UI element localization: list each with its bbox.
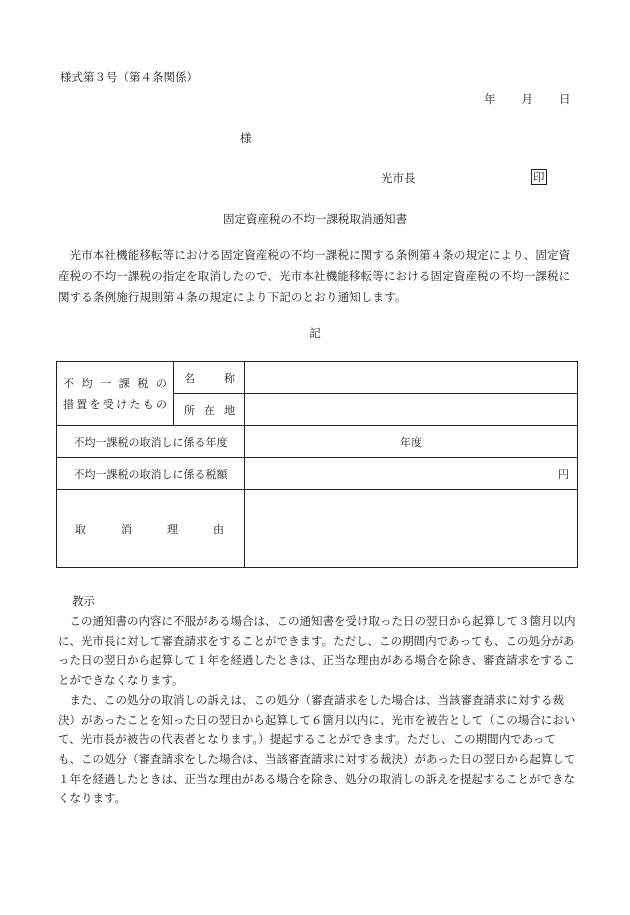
issuer: 光市長 <box>381 171 416 185</box>
reason-value-cell <box>245 490 578 568</box>
table-row <box>57 458 578 490</box>
recipient-group-label <box>57 362 174 426</box>
reason-label-cell <box>57 490 245 568</box>
notice-paragraph-2: また、この処分の取消しの訴えは、この処分（審査請求をした場合は、当該審査請求に対する裁決）があったことを知った日の翌日から起算して６箇月以内に、光市を被告として（この場合において、光市長が被告の代表者となります。）提起することができます。ただし、この期間内であっても、この処分（審査請求をした場合は、当該審査請求に対する裁決）があった日の翌日から起算して１年を経過したときは、正当な理由がある場合を除き、処分の取消しの訴えを提起することができなくなります。 <box>58 692 576 806</box>
page-title: 固定資産税の不均一課税取消通知書 <box>223 212 407 226</box>
amount-value: 円 <box>245 458 578 490</box>
reason-label <box>57 521 244 537</box>
label-char: 取 <box>75 522 86 536</box>
label-char: 消 <box>121 522 132 536</box>
date-year: 年 <box>484 92 496 106</box>
label-char: 均 <box>81 376 93 390</box>
intro-text: 光市本社機能移転等における固定資産税の不均一課税に関する条例第４条の規定により、固定資産税の不均一課税の指定を取消したので、光市本社機能移転等における固定資産税の不均一課税に関する条例施行規則第４条の規定により下記のとおり通知します。 <box>58 248 571 304</box>
label-char: け <box>116 397 128 411</box>
notice-heading: 教示 <box>72 594 95 608</box>
label-char: 称 <box>224 371 235 385</box>
seal-mark <box>531 169 547 185</box>
seal-label: 印 <box>533 170 545 184</box>
form-number: 様式第３号（第４条関係） <box>60 70 198 84</box>
detail-table <box>56 361 578 568</box>
label-char: 置 <box>76 397 88 411</box>
label-char: 税 <box>137 376 149 390</box>
label-char: 不 <box>63 376 74 390</box>
date-line <box>484 91 571 107</box>
table-row <box>57 490 578 568</box>
date-month: 月 <box>521 92 533 106</box>
label-char: の <box>155 376 167 390</box>
label-char: 由 <box>213 522 224 536</box>
notice-paragraph-1: この通知書の内容に不服がある場合は、この通知書を受け取った日の翌日から起算して３箇月以内に、光市長に対して審査請求をすることができます。ただし、この期間内であっても、この処分があった日の翌日から起算して１年を経過したときは、正当な理由がある場合を除き、審査請求をすることができなくなります。 <box>58 614 576 688</box>
address-value-cell <box>245 394 578 426</box>
name-label-cell <box>174 362 245 394</box>
label-char: 所 <box>184 403 195 417</box>
date-day: 日 <box>559 92 571 106</box>
label-char: 課 <box>118 376 130 390</box>
address-label <box>174 402 244 418</box>
name-value-cell <box>245 362 578 394</box>
label-char: 措 <box>63 397 74 411</box>
year-value: 年度 <box>245 426 578 458</box>
table-row <box>57 426 578 458</box>
notice-body <box>58 612 578 809</box>
label-char: 地 <box>224 403 235 417</box>
label-char: た <box>129 397 141 411</box>
recipient-label-line2 <box>63 394 167 415</box>
label-char: 一 <box>100 376 112 390</box>
label-char: 在 <box>204 403 215 417</box>
label-char: 理 <box>167 522 178 536</box>
year-label: 不均一課税の取消しに係る年度 <box>57 426 245 458</box>
ki-heading: 記 <box>309 326 321 340</box>
label-char: も <box>142 397 154 411</box>
name-label <box>174 370 244 386</box>
recipient-label-line1 <box>63 373 167 394</box>
addressee-suffix: 様 <box>240 131 252 145</box>
label-char: を <box>89 397 101 411</box>
label-char: の <box>155 397 167 411</box>
intro-paragraph <box>58 245 578 308</box>
table-row <box>57 362 578 394</box>
address-label-cell <box>174 394 245 426</box>
label-char: 名 <box>184 371 195 385</box>
label-char: 受 <box>102 397 114 411</box>
amount-label: 不均一課税の取消しに係る税額 <box>57 458 245 490</box>
